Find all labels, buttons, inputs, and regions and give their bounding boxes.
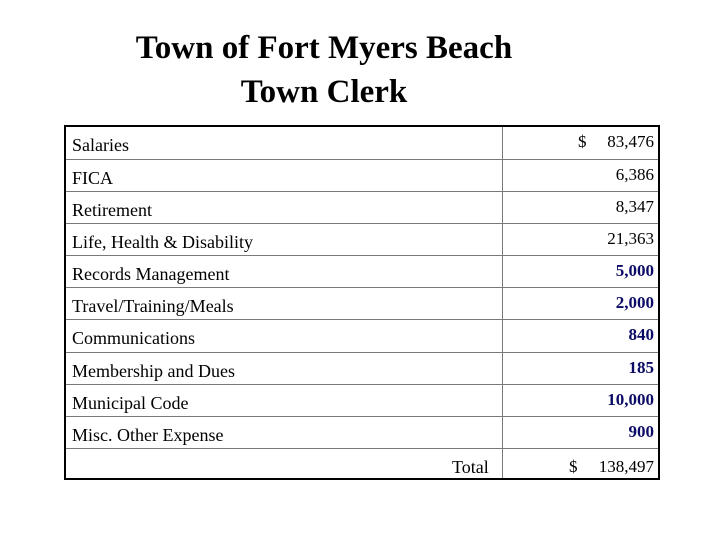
total-label: Total bbox=[452, 457, 489, 477]
table-row bbox=[66, 352, 658, 385]
table-row bbox=[66, 159, 658, 192]
table-row bbox=[66, 255, 658, 288]
page-subtitle: Town Clerk bbox=[240, 74, 408, 110]
column-divider bbox=[502, 127, 503, 478]
table-row bbox=[66, 223, 658, 256]
total-currency-symbol: $ bbox=[569, 457, 578, 476]
row-amount: 6,386 bbox=[615, 165, 654, 184]
row-label: Records Management bbox=[72, 264, 230, 284]
row-amount: 2,000 bbox=[615, 293, 654, 312]
row-amount: 900 bbox=[628, 422, 654, 441]
total-amount: 138,497 bbox=[598, 457, 654, 476]
table-row bbox=[66, 384, 658, 417]
currency-symbol: $ bbox=[578, 132, 587, 151]
row-amount: 83,476 bbox=[607, 132, 654, 151]
row-label: Membership and Dues bbox=[72, 361, 235, 381]
row-label: Misc. Other Expense bbox=[72, 425, 224, 445]
row-amount: 10,000 bbox=[607, 390, 654, 409]
table-row bbox=[66, 319, 658, 352]
row-label: Communications bbox=[72, 328, 195, 348]
row-amount: 840 bbox=[628, 325, 654, 344]
row-label: Travel/Training/Meals bbox=[72, 296, 234, 316]
page-title: Town of Fort Myers Beach bbox=[135, 30, 513, 66]
table-row bbox=[66, 416, 658, 449]
row-label: Salaries bbox=[72, 135, 129, 155]
total-row bbox=[66, 448, 658, 481]
budget-table bbox=[64, 125, 660, 480]
table-row bbox=[66, 287, 658, 320]
row-label: FICA bbox=[72, 168, 114, 188]
row-amount: 5,000 bbox=[615, 261, 654, 280]
table-row bbox=[66, 191, 658, 224]
row-label: Municipal Code bbox=[72, 393, 189, 413]
row-amount: 8,347 bbox=[615, 197, 654, 216]
table-row bbox=[66, 127, 658, 159]
row-label: Retirement bbox=[72, 200, 152, 220]
row-amount: 185 bbox=[628, 358, 654, 377]
row-amount: 21,363 bbox=[607, 229, 654, 248]
row-label: Life, Health & Disability bbox=[72, 232, 253, 252]
